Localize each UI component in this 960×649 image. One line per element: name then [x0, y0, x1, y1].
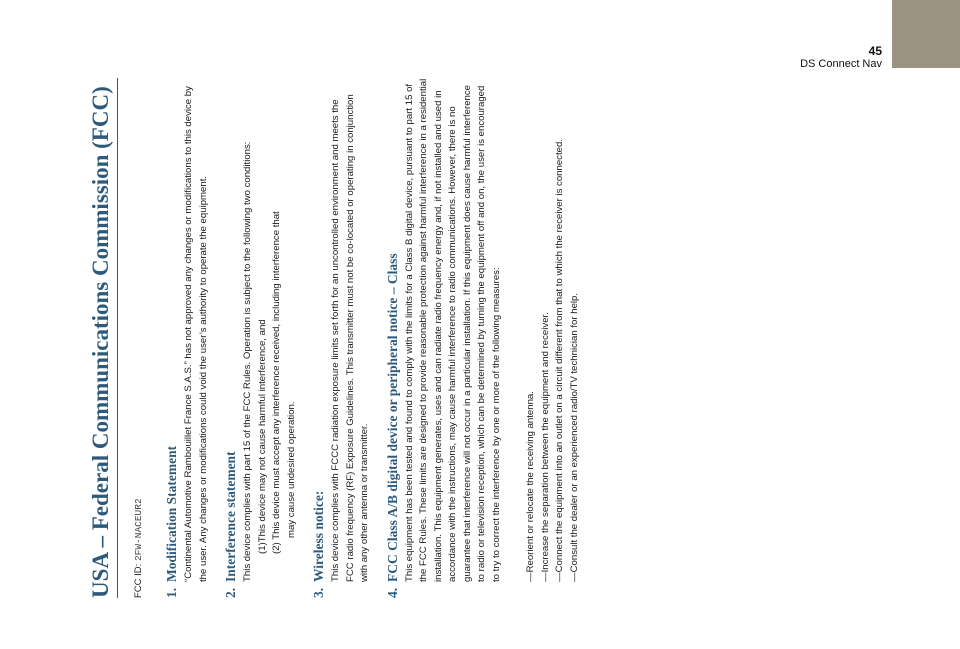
page-number: 45	[868, 44, 882, 58]
document-title: USA – Federal Communications Commission (FCC)	[88, 78, 118, 598]
section-body	[403, 78, 583, 582]
measure-item: —Connect the equipment into an outlet on a circuit different from that to which the receiver is connected.	[554, 139, 565, 582]
paragraph: “Continental Automotive Rambouillet France S.A.S.” has not approved any changes or modifications to this device by the user. Any changes or modifications could void the user’s authority to operate the equipment.	[183, 86, 209, 582]
measure-item: —Increase the separation between the equipment and receiver.	[539, 312, 551, 582]
measures-list	[524, 78, 582, 582]
fcc-id-value: 2FW-NACEUR2	[133, 498, 144, 562]
fcc-id-label: FCC ID:	[133, 563, 144, 598]
condition-item-continued: may cause undesired operation.	[285, 401, 297, 538]
section-number: 4.	[384, 587, 400, 598]
paragraph: This device complies with part 15 of the FCC Rules. Operation is subject to the following two conditions:	[242, 141, 253, 582]
section-fcc-class-notice	[385, 78, 583, 598]
section-number: 2.	[223, 587, 238, 598]
paragraph: This equipment has been tested and found to comply with the limits for a Class B digital device, pursuant to part 15 of the FCC Rules. These limits are designed to provide reasonable protection against harmful interference in a residential installation. This equipment generates, uses and can radiate radio frequency energy and, if not installed and used in accordance with the instructions, may cause harmful interference to radio communications. However, there is no guarantee that interference will not occur in a particular installation. If this equipment does cause harmful interference to radio or television reception, which can be determined by turning the equipment off and on, the user is encouraged to try to correct the interference by one or more of the following measures:	[403, 78, 502, 582]
paragraph: This device complies with FCCC radiation exposure limits set forth for an uncontrolled environment and meets the FCC radio frequency (RF) Exposure Guidelines. This transmitter must not be co-located or operating in conjunction with any other antenna or transmitter.	[330, 94, 370, 582]
rotated-document	[88, 78, 808, 598]
section-title: Interference statement	[223, 451, 238, 582]
section-body	[241, 78, 299, 582]
section-modification-statement	[164, 78, 211, 598]
condition-item: (2) This device must accept any interference received, including interference that	[271, 211, 282, 554]
section-number: 1.	[164, 587, 179, 598]
section-wireless-notice	[311, 78, 373, 598]
section-title: Wireless notice:	[311, 490, 326, 582]
section-body	[329, 78, 373, 582]
section-heading	[385, 78, 401, 598]
section-number: 3.	[311, 587, 326, 598]
section-heading	[164, 78, 180, 598]
section-heading	[223, 78, 239, 598]
section-title: Modification Statement	[164, 445, 179, 582]
section-title: FCC Class A/B digital device or peripheral notice – Class	[384, 253, 400, 582]
fcc-id	[133, 78, 144, 598]
measure-item: —Consult the dealer or an experienced radio/TV technician for help.	[568, 292, 580, 582]
page-header-title: DS Connect Nav	[800, 58, 882, 70]
corner-tab	[892, 0, 960, 68]
condition-item: (1)This device may not cause harmful interference, and	[256, 319, 268, 554]
measure-item: —Reorient or relocate the receiving antenna.	[525, 391, 536, 582]
section-body	[182, 78, 211, 582]
section-heading	[311, 78, 327, 598]
section-interference-statement	[223, 78, 299, 598]
